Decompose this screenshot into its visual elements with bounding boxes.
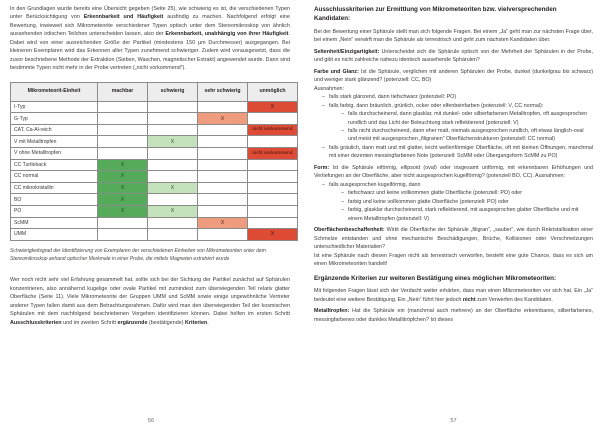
table-cell-sehr-schwierig: X: [198, 113, 248, 125]
table-cell-sehr-schwierig: X: [198, 217, 248, 229]
table-body: [11, 101, 298, 240]
table-cell-unmoeglich: [248, 171, 298, 183]
table-cell-machbar: [98, 148, 148, 160]
table-cell-schwierig: [148, 101, 198, 113]
table-cell-unmoeglich: X: [248, 229, 298, 241]
table-row: [11, 101, 298, 113]
table-cell-unit: CC normal: [11, 171, 98, 183]
table-cell-sehr-schwierig: [198, 171, 248, 183]
table-cell-machbar: [98, 124, 148, 136]
page-number-right: 57: [450, 418, 457, 424]
exclusion-closing: Ist eine Sphärule nach diesen Fragen nicht als terrestrisch verworfen, besteht eine gute Chance, dass es sich um einen Mikrometeoriten handelt!: [314, 252, 593, 268]
sub-list: [329, 189, 593, 223]
table-row: [11, 148, 298, 160]
section-heading-supplementary-criteria: Ergänzende Kriterien zur weiteren Bestätigung eines möglichen Mikrometeoriten:: [314, 274, 557, 282]
table-cell-machbar: X: [98, 159, 148, 171]
table-cell-machbar: [98, 217, 148, 229]
table-row: [11, 194, 298, 206]
list-item: [322, 102, 593, 144]
table-cell-unmoeglich: nicht vorkommend: [248, 124, 298, 136]
table-cell-machbar: X: [98, 194, 148, 206]
col-header-sehr-schwierig: sehr schwierig: [198, 82, 248, 101]
col-header-schwierig: schwierig: [148, 82, 198, 101]
exceptions-list-1: [314, 93, 593, 161]
table-header: [11, 82, 298, 101]
criterion-surface: Oberflächenbeschaffenheit: Wirkt die Oberfläche der Sphärule „filigran“, „sauber“, wie durch Rekristallisation einer Schmelze entstanden und ohne mechanische Beschädigungen, Brüche, Kollisionen oder Verschmelzungen unterschiedlicher Materialien?: [314, 227, 593, 251]
table-cell-schwierig: X: [148, 205, 198, 217]
table-cell-sehr-schwierig: [198, 101, 248, 113]
section-heading-exclusion-criteria: Ausschlusskriterien zur Ermittlung von Mikrometeoriten bzw. vielversprechenden Kandidaten:: [314, 6, 557, 23]
table-cell-sehr-schwierig: [198, 136, 248, 148]
table-cell-machbar: [98, 113, 148, 125]
sub-list-item: – farbig, glasklar durchscheinend, stark reflektierend, mit ausgesprochen glatter Oberfläche und mit einem Metalltropfen (potenziell: V): [341, 206, 593, 223]
table-cell-sehr-schwierig: [198, 205, 248, 217]
table-cell-unit: PO: [11, 205, 98, 217]
table-cell-machbar: X: [98, 182, 148, 194]
exceptions-label-1: Ausnahmen:: [314, 85, 345, 92]
table-cell-unmoeglich: [248, 182, 298, 194]
table-cell-schwierig: X: [148, 182, 198, 194]
criterion-color-luster: Farbe und Glanz: Ist die Sphärule, verglichen mit anderen Sphärulen der Probe, dunkel (dunkelgrau bis schwarz) und weniger stark glänzend? (potenziell: CC, BO): [314, 68, 593, 84]
difficulty-table-wrapper: [10, 82, 293, 241]
intro-paragraph: In den Grundlagen wurde bereits eine Übersicht gegeben (Seite 25), wie schwierig es ist, die verschiedenen Typen unter Berücksichtigung von Erkennbarkeit und Häufigkeit ausfindig zu machen. Nachfolgend erfolgt eine Bewertung, inwieweit sich Mikrometeorite verschiedener Typen optisch unter dem Stereomikroskop von ähnlich aussehenden irdischen Teilchen unterscheiden lassen, also der Erkennbarkeit, unabhängig von ihrer Häufigkeit. Dabei wird von einer ausreichenden Größe der Partikel (mindestens 150 µm Durchmesser) ausgegangen. Bei kleineren Exemplaren wird das Erkennen aller Typen zunehmend schwieriger. Zudem wird vorausgesetzt, dass die zuvor beschriebene Methode der Extraktion (Sieben, Waschen, magnetischer Extrakt) angewendet wurde. Dann sind bestimmte Typen nicht mehr in der Probe vertreten („nicht vorkommend“).: [10, 6, 290, 72]
table-cell-schwierig: [148, 194, 198, 206]
left-page: [0, 0, 302, 433]
table-header-row: [11, 82, 298, 101]
supplementary-intro: Mit folgenden Fragen lässt sich der Verdacht weiter erhärten, dass man einen Mikrometeoriten vor sich hat. Ein „Ja“ bedeutet eine weitere Bestätigung. Ein „Nein“ führt hier jedoch nicht zum Verwerfen des Kandidaten.: [314, 288, 593, 303]
table-row: [11, 171, 298, 183]
table-cell-machbar: [98, 101, 148, 113]
table-cell-unit: V mit Metalltropfen: [11, 136, 98, 148]
table-cell-unit: V ohne Metalltropfen: [11, 148, 98, 160]
right-page: [302, 0, 605, 433]
table-cell-unit: BO: [11, 194, 98, 206]
table-caption: Schwierigkeitsgrad der Identifizierung von Exemplaren der verschiedenen Einheiten von Mikrometeoriten unter dem Stereomikroskop anhand optischer Merkmale in einer Probe, die mittels Magneten extrahiert wurde: [10, 247, 266, 262]
table-row: [11, 229, 298, 241]
criterion-rarity: Seltenheit/Einzigartigkeit: Unterscheidet sich die Sphärule optisch von der Mehrheit der Sphärulen in der Probe, und gibt es nicht zahlreiche nahezu identisch aussehende Sphärulen?: [314, 48, 593, 64]
table-row: [11, 159, 298, 171]
list-item: [322, 181, 593, 223]
table-cell-machbar: [98, 229, 148, 241]
table-cell-unmoeglich: [248, 205, 298, 217]
table-cell-unmoeglich: X: [248, 101, 298, 113]
list-item-text: falls gräulich, dann matt und mit glatter, leicht wellenförmiger Oberfläche, oft mit kleinen Öffnungen, manchmal mit einer dezenten messingfarbenen Note (potenziell: ScMM oder Übergangsform ScMM zu PO): [329, 144, 593, 160]
table-cell-unit: UMM: [11, 229, 98, 241]
table-row: [11, 136, 298, 148]
table-row: [11, 217, 298, 229]
exceptions-list-2: [314, 181, 593, 223]
table-cell-schwierig: [148, 148, 198, 160]
table-cell-sehr-schwierig: [198, 148, 248, 160]
sub-list-item: – farbig und keine vollkommen glatte Oberfläche (potenziell: PO) oder: [341, 198, 593, 206]
table-cell-unmoeglich: [248, 217, 298, 229]
table-row: [11, 182, 298, 194]
list-item-text: falls farbig, dann bräunlich, grünlich, ocker oder elfenbeinfarben (potenziell: V, CC normal):: [329, 102, 544, 109]
table-cell-unmoeglich: [248, 194, 298, 206]
sub-list: [329, 110, 593, 144]
table-cell-unit: ScMM: [11, 217, 98, 229]
criterion-metal-droplet: Metalltropfen: Hat die Sphärule ein (manchmal auch mehrere) an der Oberfläche erkennbares, silberfarbenes, messingfarbenes oder dunkles Metallitröpfchen? Ist dieses: [314, 308, 593, 323]
sub-list-item: – tiefschwarz und keine vollkommen glatte Oberfläche (potenziell: PO) oder: [341, 189, 593, 197]
table-cell-sehr-schwierig: [198, 194, 248, 206]
table-cell-unmoeglich: nicht vorkommend: [248, 148, 298, 160]
table-cell-unmoeglich: [248, 113, 298, 125]
list-item-text: falls stark glänzend, dann tiefschwarz (potenziell: PO): [329, 94, 457, 101]
table-cell-schwierig: [148, 229, 198, 241]
table-cell-schwierig: [148, 159, 198, 171]
table-cell-unit: G-Typ: [11, 113, 98, 125]
list-item: [322, 144, 593, 161]
table-cell-machbar: X: [98, 205, 148, 217]
col-header-machbar: machbar: [98, 82, 148, 101]
table-cell-schwierig: [148, 171, 198, 183]
table-cell-sehr-schwierig: [198, 182, 248, 194]
col-header-unmoeglich: unmöglich: [248, 82, 298, 101]
table-cell-schwierig: [148, 217, 198, 229]
table-row: [11, 205, 298, 217]
criterion-form: Form: Ist die Sphärule eiförmig, ellipsoid (oval) oder insgesamt unförmig, mit erkennbaren Erhöhungen und Vertiefungen an der Oberfläche, aber nicht ausgesprochen kugelförmig? (potenziell BO, CC). Ausnahmen:: [314, 164, 593, 180]
table-cell-schwierig: [148, 124, 198, 136]
table-cell-unit: I-Typ: [11, 101, 98, 113]
difficulty-table: [10, 82, 298, 241]
table-cell-sehr-schwierig: [198, 124, 248, 136]
table-cell-sehr-schwierig: [198, 159, 248, 171]
table-cell-unit: CC Turtleback: [11, 159, 98, 171]
col-header-unit: Mikrometeorit-Einheit: [11, 82, 98, 101]
table-cell-machbar: X: [98, 171, 148, 183]
table-row: [11, 124, 298, 136]
table-cell-machbar: [98, 136, 148, 148]
exclusion-intro: Bei der Bewertung einer Sphärule stellt man sich folgende Fragen. Bei einem „Ja“ geht man zur nächsten Frage über, bei einem „Nein“ verwirft man die Sphärule als terrestrisch und geht zum nächsten Kandidaten über.: [314, 28, 593, 44]
table-row: [11, 113, 298, 125]
table-cell-schwierig: [148, 113, 198, 125]
page-number-left: 56: [147, 418, 155, 424]
table-cell-unit: CC mikrokristallin: [11, 182, 98, 194]
table-cell-unit: CAT, Ca-Al-reich: [11, 124, 98, 136]
table-cell-schwierig: X: [148, 136, 198, 148]
sub-list-item: – falls nicht durchscheinend, dann eher matt, niemals ausgesprochen rundlich, oft etwas länglich-oval und meist mit ausgesprochen „filigranen“ Oberflächenstrukturen (potenziell: CC normal): [341, 127, 593, 144]
table-cell-unmoeglich: [248, 136, 298, 148]
sub-list-item: – falls durchscheinend, dann glasklar, mit dunkel- oder silberfarbenen Metalltropfen, oft ausgesprochen rundlich und das Licht der Beleuchtung stark reflektierend (potenziell: V): [341, 110, 593, 127]
list-item-text: falls ausgesprochen kugelförmig, dann: [329, 181, 421, 188]
list-item: [322, 93, 593, 101]
table-cell-unmoeglich: [248, 159, 298, 171]
closing-paragraph: Wer noch nicht sehr viel Erfahrung gesammelt hat, sollte sich bei der Sichtung der Partikel zunächst auf Sphärulen konzentrieren, also annähernd kugelige oder ovale Partikel mit zumindest zum überwiegenden Teil relativ glatter Oberfläche (Seite 11). Viele Mikrometeorite der Gruppen UMM und ScMM sowie einige ungewöhnliche Vertreter anderer Typen fallen damit aus dem Betrachtungsrahmen. Dafür wird man den überwiegenden Teil der kosmischen Sphärulen mit dem nachfolgend beschriebenen Vorgehen identifizieren können. Dabei helfen im ersten Schritt Ausschlusskriterien und im zweiten Schritt ergänzende (bestätigende) Kriterien.: [10, 277, 290, 326]
table-cell-sehr-schwierig: [198, 229, 248, 241]
